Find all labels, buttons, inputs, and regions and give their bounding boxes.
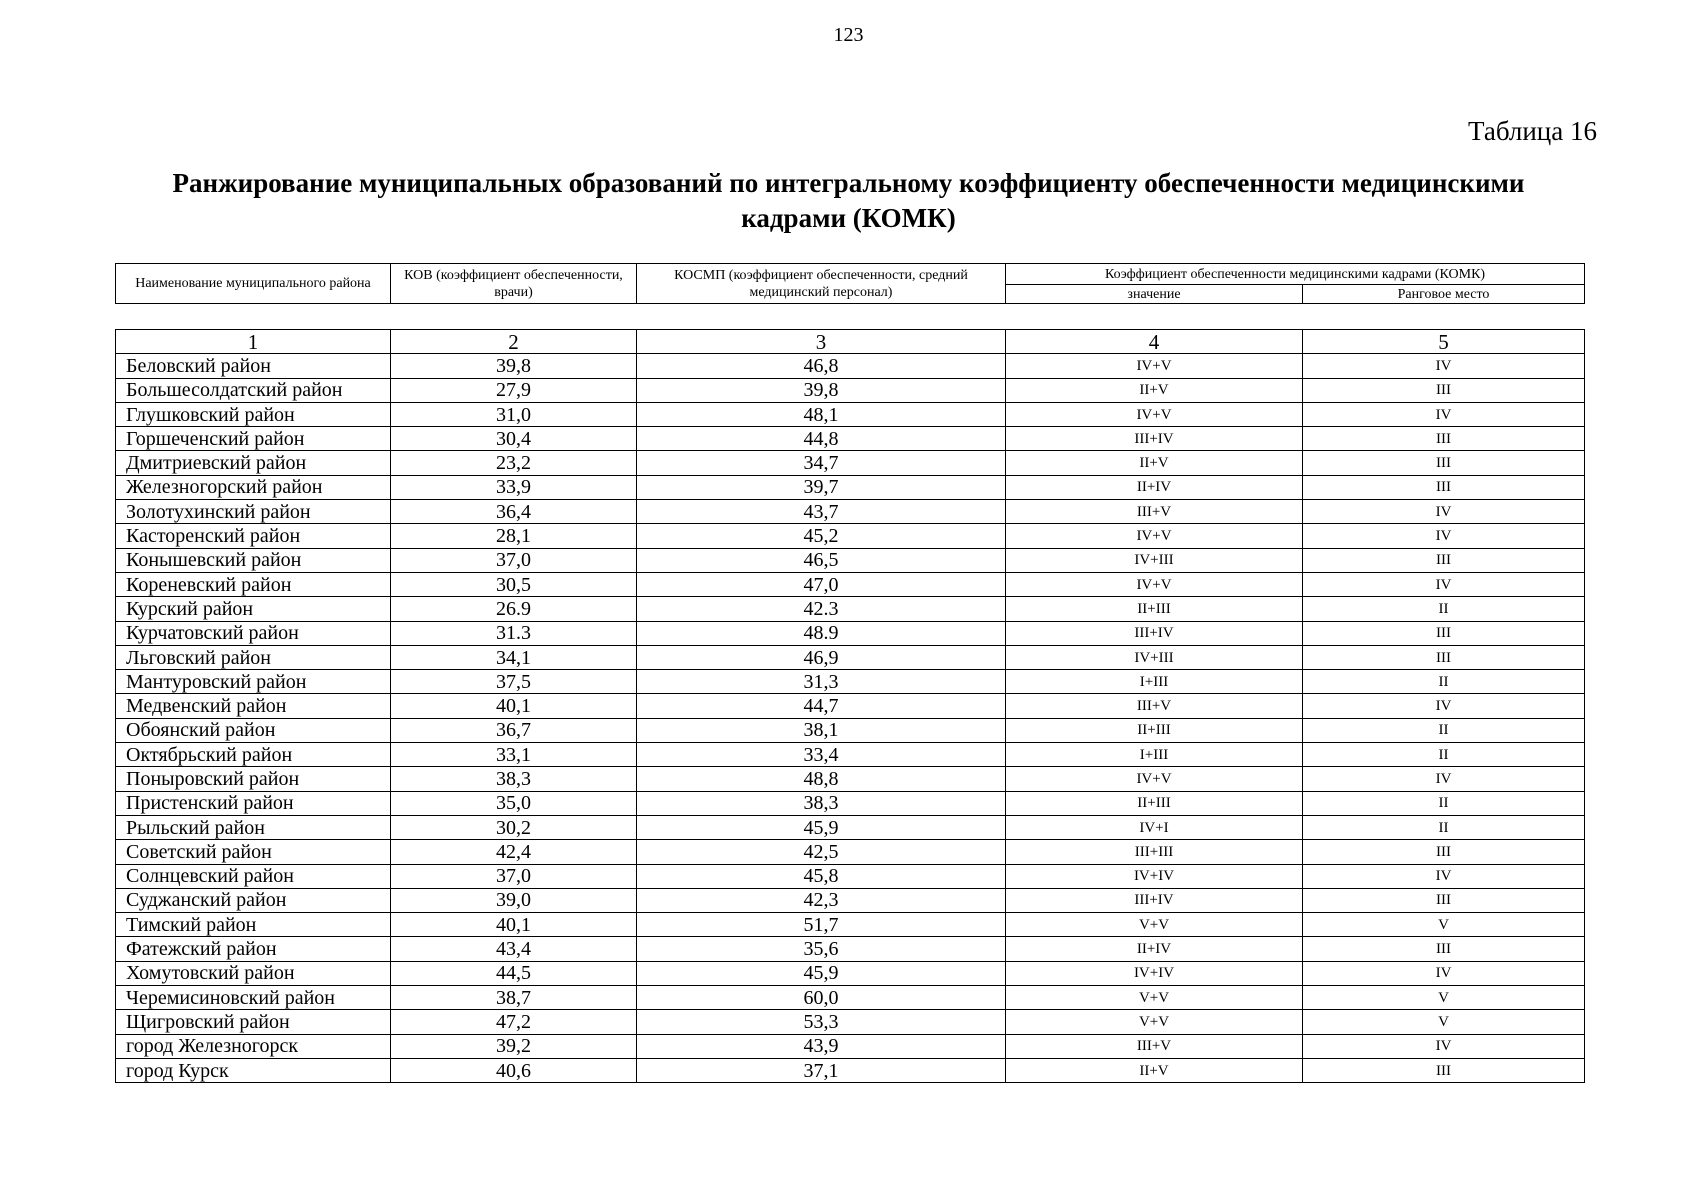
kosmp-cell: 43,9 [637,1034,1006,1058]
table-row [116,694,1585,718]
district-name-cell: Льговский район [116,645,391,669]
kosmp-cell: 45,9 [637,815,1006,839]
rank-cell: III [1303,427,1585,451]
district-name-cell: Тимский район [116,913,391,937]
data-table [115,329,1585,1083]
kosmp-cell: 45,9 [637,961,1006,985]
rank-cell: IV [1303,767,1585,791]
table-row [116,937,1585,961]
rank-cell: II [1303,670,1585,694]
kosmp-cell: 46,8 [637,354,1006,378]
kov-cell: 36,7 [391,718,637,742]
table-header [115,263,1585,304]
table-row [116,888,1585,912]
komk-value-cell: II+V [1006,451,1303,475]
rank-cell: IV [1303,961,1585,985]
table-row [116,427,1585,451]
table-row [116,767,1585,791]
komk-value-cell: IV+IV [1006,961,1303,985]
district-name-cell: Беловский район [116,354,391,378]
header-kov: КОВ (коэффициент обеспеченности, врачи) [391,264,637,304]
kosmp-cell: 33,4 [637,743,1006,767]
komk-value-cell: II+V [1006,1058,1303,1082]
header-komk: Коэффициент обеспеченности медицинскими кадрами (КОМК) [1006,264,1585,285]
district-name-cell: Медвенский район [116,694,391,718]
komk-value-cell: II+IV [1006,475,1303,499]
table-row [116,475,1585,499]
column-number: 2 [391,330,637,354]
komk-value-cell: I+III [1006,743,1303,767]
komk-value-cell: V+V [1006,986,1303,1010]
kosmp-cell: 39,8 [637,378,1006,402]
rank-cell: III [1303,378,1585,402]
table-row [116,524,1585,548]
rank-cell: III [1303,451,1585,475]
komk-value-cell: IV+V [1006,354,1303,378]
kosmp-cell: 53,3 [637,1010,1006,1034]
rank-cell: IV [1303,524,1585,548]
kosmp-cell: 45,8 [637,864,1006,888]
kosmp-cell: 46,9 [637,645,1006,669]
rank-cell: III [1303,840,1585,864]
district-name-cell: Хомутовский район [116,961,391,985]
district-name-cell: Суджанский район [116,888,391,912]
table-row [116,378,1585,402]
column-number-row [116,330,1585,354]
district-name-cell: Пристенский район [116,791,391,815]
district-name-cell: город Железногорск [116,1034,391,1058]
kov-cell: 47,2 [391,1010,637,1034]
kosmp-cell: 43,7 [637,500,1006,524]
komk-value-cell: III+III [1006,840,1303,864]
rank-cell: III [1303,645,1585,669]
rank-cell: V [1303,1010,1585,1034]
column-number: 5 [1303,330,1585,354]
table-row [116,451,1585,475]
rank-cell: IV [1303,572,1585,596]
table-row [116,1010,1585,1034]
komk-value-cell: IV+III [1006,645,1303,669]
district-name-cell: Кореневский район [116,572,391,596]
kosmp-cell: 39,7 [637,475,1006,499]
kov-cell: 31,0 [391,402,637,426]
komk-value-cell: IV+V [1006,524,1303,548]
document-title: Ранжирование муниципальных образований по интегральному коэффициенту обеспеченности медицинскими кадрами (КОМК) [172,168,1525,233]
district-name-cell: Золотухинский район [116,500,391,524]
table-row [116,645,1585,669]
rank-cell: II [1303,597,1585,621]
district-name-cell: город Курск [116,1058,391,1082]
komk-value-cell: IV+I [1006,815,1303,839]
district-name-cell: Курчатовский район [116,621,391,645]
district-name-cell: Дмитриевский район [116,451,391,475]
komk-value-cell: III+V [1006,1034,1303,1058]
kosmp-cell: 51,7 [637,913,1006,937]
district-name-cell: Обоянский район [116,718,391,742]
rank-cell: II [1303,743,1585,767]
kov-cell: 35,0 [391,791,637,815]
district-name-cell: Фатежский район [116,937,391,961]
column-number: 4 [1006,330,1303,354]
kov-cell: 33,1 [391,743,637,767]
district-name-cell: Конышевский район [116,548,391,572]
kov-cell: 38,3 [391,767,637,791]
rank-cell: II [1303,815,1585,839]
komk-value-cell: IV+V [1006,572,1303,596]
district-name-cell: Поныровский район [116,767,391,791]
kov-cell: 34,1 [391,645,637,669]
table-row [116,743,1585,767]
kov-cell: 26.9 [391,597,637,621]
kov-cell: 42,4 [391,840,637,864]
komk-value-cell: III+IV [1006,888,1303,912]
kosmp-cell: 44,8 [637,427,1006,451]
kosmp-cell: 45,2 [637,524,1006,548]
kosmp-cell: 46,5 [637,548,1006,572]
kov-cell: 38,7 [391,986,637,1010]
rank-cell: III [1303,548,1585,572]
kosmp-cell: 37,1 [637,1058,1006,1082]
header-value: значение [1006,285,1303,304]
kosmp-cell: 48,8 [637,767,1006,791]
district-name-cell: Мантуровский район [116,670,391,694]
header-rank: Ранговое место [1303,285,1585,304]
kov-cell: 39,8 [391,354,637,378]
kov-cell: 28,1 [391,524,637,548]
district-name-cell: Глушковский район [116,402,391,426]
rank-cell: V [1303,913,1585,937]
table-row [116,840,1585,864]
kosmp-cell: 60,0 [637,986,1006,1010]
rank-cell: IV [1303,500,1585,524]
rank-cell: III [1303,937,1585,961]
table-row [116,913,1585,937]
kosmp-cell: 38,1 [637,718,1006,742]
table-row [116,572,1585,596]
district-name-cell: Горшеченский район [116,427,391,451]
kosmp-cell: 42,3 [637,888,1006,912]
table-row [116,1034,1585,1058]
komk-value-cell: V+V [1006,913,1303,937]
table-row [116,548,1585,572]
kosmp-cell: 35,6 [637,937,1006,961]
kosmp-cell: 42,5 [637,840,1006,864]
komk-value-cell: I+III [1006,670,1303,694]
district-name-cell: Железногорский район [116,475,391,499]
kov-cell: 43,4 [391,937,637,961]
kov-cell: 37,0 [391,864,637,888]
rank-cell: III [1303,475,1585,499]
kosmp-cell: 38,3 [637,791,1006,815]
komk-value-cell: III+V [1006,500,1303,524]
table-row [116,986,1585,1010]
district-name-cell: Октябрьский район [116,743,391,767]
table-row [116,791,1585,815]
header-kosmp: КОСМП (коэффициент обеспеченности, средний медицинский персонал) [637,264,1006,304]
kosmp-cell: 44,7 [637,694,1006,718]
table-row [116,815,1585,839]
kov-cell: 39,2 [391,1034,637,1058]
kov-cell: 31.3 [391,621,637,645]
rank-cell: III [1303,1058,1585,1082]
komk-value-cell: II+IV [1006,937,1303,961]
table-row [116,402,1585,426]
kov-cell: 39,0 [391,888,637,912]
komk-value-cell: II+III [1006,718,1303,742]
district-name-cell: Большесолдатский район [116,378,391,402]
table-row [116,961,1585,985]
district-name-cell: Советский район [116,840,391,864]
komk-value-cell: V+V [1006,1010,1303,1034]
komk-value-cell: IV+IV [1006,864,1303,888]
kov-cell: 40,6 [391,1058,637,1082]
kov-cell: 27,9 [391,378,637,402]
kov-cell: 40,1 [391,694,637,718]
komk-value-cell: IV+V [1006,767,1303,791]
rank-cell: IV [1303,402,1585,426]
table-label: Таблица 16 [1468,116,1597,146]
column-number: 3 [637,330,1006,354]
kosmp-cell: 34,7 [637,451,1006,475]
rank-cell: IV [1303,694,1585,718]
kov-cell: 37,5 [391,670,637,694]
table-row [116,597,1585,621]
table-row [116,718,1585,742]
komk-value-cell: III+IV [1006,427,1303,451]
district-name-cell: Курский район [116,597,391,621]
kov-cell: 36,4 [391,500,637,524]
kosmp-cell: 48.9 [637,621,1006,645]
rank-cell: III [1303,621,1585,645]
column-number: 1 [116,330,391,354]
rank-cell: IV [1303,864,1585,888]
komk-value-cell: III+V [1006,694,1303,718]
komk-value-cell: III+IV [1006,621,1303,645]
rank-cell: V [1303,986,1585,1010]
kosmp-cell: 48,1 [637,402,1006,426]
table-row [116,354,1585,378]
kov-cell: 23,2 [391,451,637,475]
rank-cell: II [1303,791,1585,815]
page-number: 123 [833,24,864,46]
district-name-cell: Касторенский район [116,524,391,548]
rank-cell: III [1303,888,1585,912]
kosmp-cell: 42.3 [637,597,1006,621]
table-row [116,500,1585,524]
district-name-cell: Рыльский район [116,815,391,839]
kov-cell: 30,2 [391,815,637,839]
kov-cell: 33,9 [391,475,637,499]
rank-cell: IV [1303,354,1585,378]
header-name: Наименование муниципального района [116,264,391,304]
district-name-cell: Щигровский район [116,1010,391,1034]
district-name-cell: Солнцевский район [116,864,391,888]
rank-cell: IV [1303,1034,1585,1058]
kosmp-cell: 31,3 [637,670,1006,694]
district-name-cell: Черемисиновский район [116,986,391,1010]
komk-value-cell: IV+III [1006,548,1303,572]
table-row [116,864,1585,888]
komk-value-cell: IV+V [1006,402,1303,426]
kov-cell: 37,0 [391,548,637,572]
kov-cell: 30,5 [391,572,637,596]
komk-value-cell: II+III [1006,791,1303,815]
kosmp-cell: 47,0 [637,572,1006,596]
komk-value-cell: II+V [1006,378,1303,402]
komk-value-cell: II+III [1006,597,1303,621]
table-row [116,670,1585,694]
kov-cell: 30,4 [391,427,637,451]
table-row [116,1058,1585,1082]
table-row [116,621,1585,645]
kov-cell: 40,1 [391,913,637,937]
rank-cell: II [1303,718,1585,742]
kov-cell: 44,5 [391,961,637,985]
